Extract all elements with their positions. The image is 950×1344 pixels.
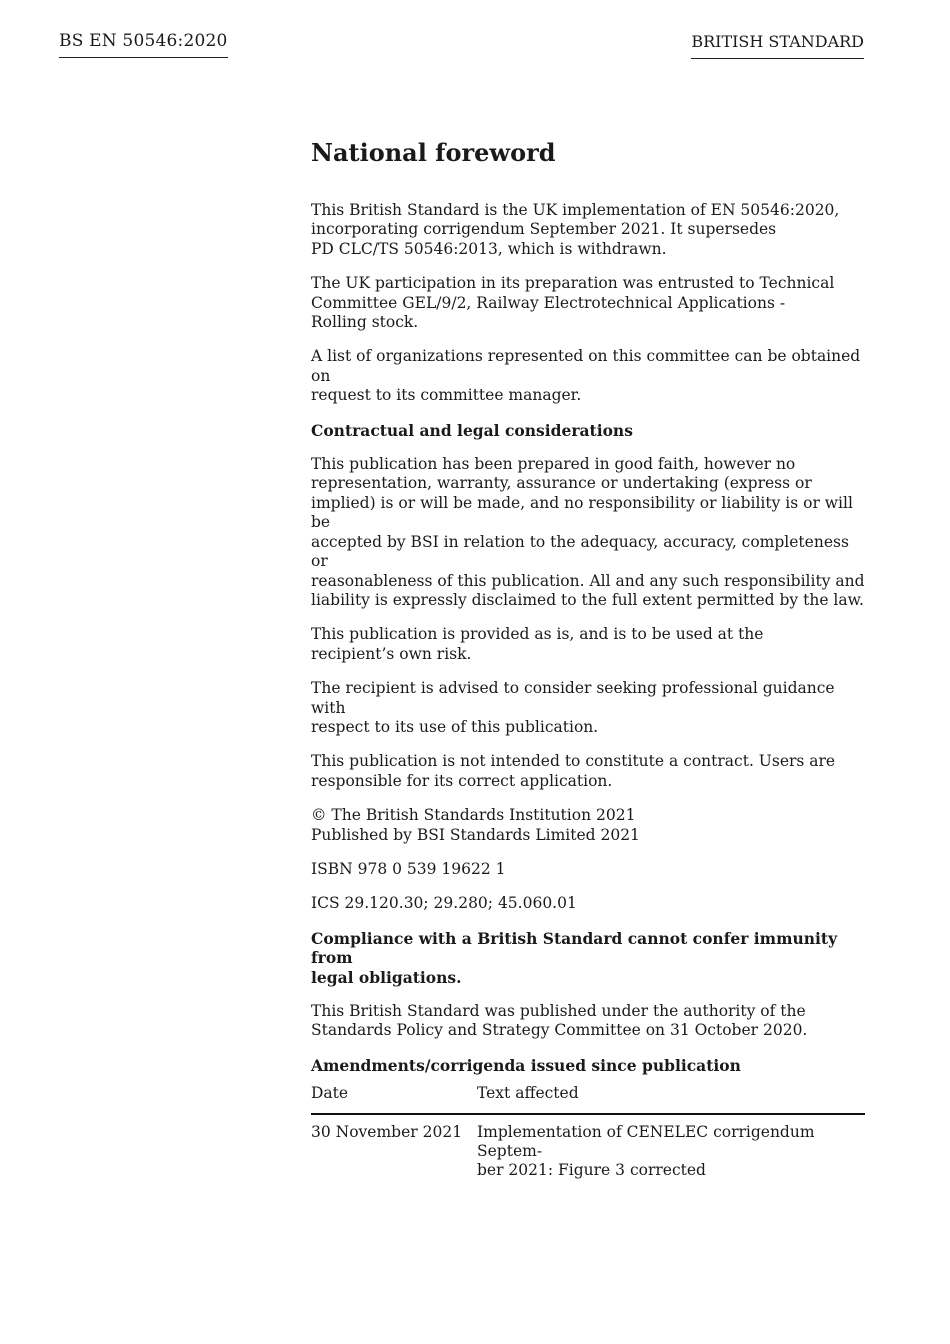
amendments-table — [311, 1080, 865, 1181]
organizations-paragraph: A list of organizations represented on this committee can be obtained on request to its committee manager. — [311, 347, 861, 405]
column-header-date: Date — [311, 1080, 477, 1113]
ics-codes: ICS 29.120.30; 29.280; 45.060.01 — [311, 894, 577, 913]
amendments-heading: Amendments/corrigenda issued since publication — [311, 1055, 741, 1075]
contractual-heading: Contractual and legal considerations — [311, 420, 633, 440]
as-is-paragraph: This publication is provided as is, and is to be used at the recipient’s own risk. — [311, 625, 764, 663]
committee-paragraph: The UK participation in its preparation was entrusted to Technical Committee GEL/9/2, Railway Electrotechnical Applications - Rolling stock. — [311, 274, 835, 332]
series-label-header: BRITISH STANDARD — [691, 32, 864, 59]
contract-paragraph: This publication is not intended to constitute a contract. Users are responsible for its correct application. — [311, 752, 836, 790]
authority-paragraph: This British Standard was published under the authority of the Standards Policy and Strategy Committee on 31 October 2020. — [311, 1002, 808, 1040]
column-header-text-affected: Text affected — [477, 1080, 865, 1113]
isbn: ISBN 978 0 539 19622 1 — [311, 859, 506, 878]
table-row — [311, 1114, 865, 1181]
copyright-notice: © The British Standards Institution 2021 Published by BSI Standards Limited 2021 — [311, 806, 640, 844]
document-id-header: BS EN 50546:2020 — [59, 31, 228, 58]
amendment-text: Implementation of CENELEC corrigendum Septem- ber 2021: Figure 3 corrected — [477, 1122, 815, 1180]
amendment-date: 30 November 2021 — [311, 1122, 463, 1141]
amendments-header-row — [311, 1080, 865, 1113]
page-title: National foreword — [311, 138, 556, 167]
implementation-paragraph: This British Standard is the UK implementation of EN 50546:2020, incorporating corrigendum September 2021. It supersedes PD CLC/TS 50546:2013, which is withdrawn. — [311, 201, 840, 258]
guidance-paragraph: The recipient is advised to consider seeking professional guidance with respect to its use of this publication. — [311, 679, 835, 736]
foreword-body — [311, 138, 865, 1181]
compliance-statement: Compliance with a British Standard cannot confer immunity from legal obligations. — [311, 928, 838, 987]
disclaimer-paragraph: This publication has been prepared in good faith, however no representation, warranty, assurance or undertaking (express or implied) is or will be made, and no responsibility or liability is or will be accepted by BSI in relation to the adequacy, accuracy, completeness or reasonableness of this publication. All and any such responsibility and liability is expressly disclaimed to the full extent permitted by the law. — [311, 455, 865, 609]
